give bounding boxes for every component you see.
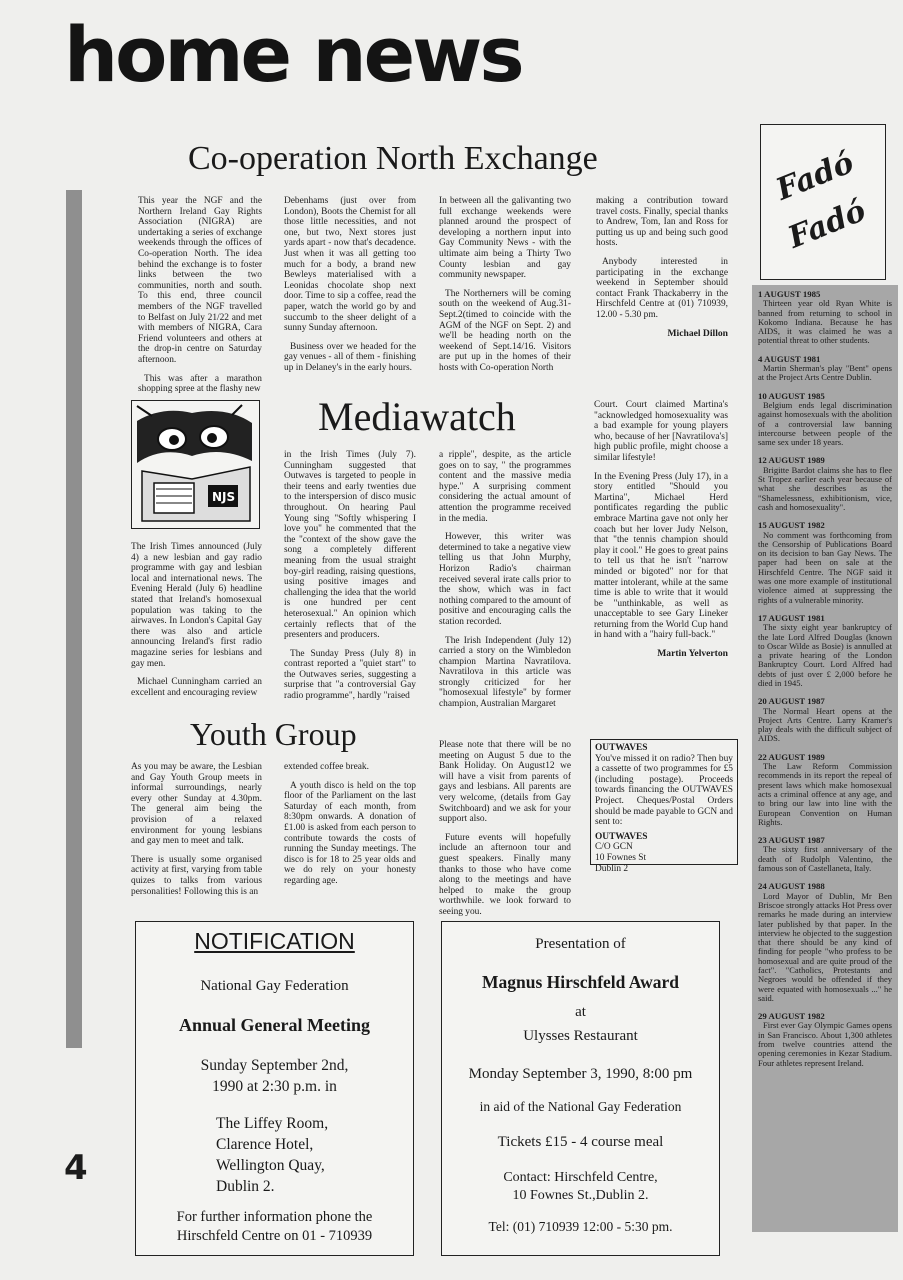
notification-venue-line-4: Dublin 2. — [216, 1178, 275, 1195]
mediawatch-col3-p2: However, this writer was determined to take a negative view telling us that John Murphy, Horizon Radio's chairman received several irate calls prior to the show, which was in fact nothing compared to the amount of positive and encouraging calls the station recorded. — [439, 532, 572, 627]
mediawatch-col3-p1: a ripple", despite, as the article goes on to say, " the programmes content and the massive media hype." A surprising comment considering the actual amount of attention the programme received in the media. — [439, 450, 571, 524]
coop-headline: Co-operation North Exchange — [188, 140, 598, 177]
fado-entry — [758, 882, 892, 1003]
award-date: Monday September 3, 1990, 8:00 pm — [468, 1066, 693, 1082]
coop-col1-p2: This was after a marathon shopping spree at the flashy new — [138, 373, 262, 395]
mediawatch-column-4 — [594, 400, 728, 660]
svg-text:NJS: NJS — [212, 490, 236, 504]
notification-title: NOTIFICATION — [194, 928, 355, 954]
fado-entry-text: Lord Mayor of Dublin, Mr Ben Briscoe strongly attacks Hot Press over remarks he made during an interview later published by that paper. In the interview he objected to the suggestion that there should be any kind of finding for people "who profess to be homosexual and are quite proud of the fact". "Catholics, Protestants and Negroes would be offended if they were equated with homosexuals ..." he said. — [758, 890, 892, 1003]
mediawatch-col1-p2: Michael Cunningham carried an excellent and encouraging review — [131, 677, 262, 698]
coop-col3-p1: In between all the galivanting two full exchange weekends were planned around the prospect of developing a northern input into Gay Community News - with the ultimate aim being a Thirty Two County lesbian and gay community newspaper. — [439, 196, 571, 281]
outwaves-address-title: OUTWAVES — [595, 831, 648, 842]
fado-entry-text: Belgium ends legal discrimination against homosexuals with the abolition of a controversial law banning intercourse between people of the same sex under 18 years. — [758, 399, 892, 448]
youth-col2-p2: A youth disco is held on the top floor of the Parliament on the last Saturday of each month, from 8:30pm onwards. A donation of £1.00 is asked from each person to contribute towards the costs of running the Sunday meetings. The disco is for 18 to 25 year olds and we do rely on your honesty regarding age. — [284, 780, 416, 886]
notification-org: National Gay Federation — [200, 978, 349, 994]
mediawatch-column-3 — [439, 450, 571, 718]
left-margin-bar — [66, 190, 82, 1048]
fado-entry-text: The Normal Heart opens at the Project Arts Centre. Larry Kramer's play deals with the difficult subject of AIDS. — [758, 705, 892, 744]
notification-contact-line-2: Hirschfeld Centre on 01 - 710939 — [176, 1228, 373, 1244]
coop-col1-p1: This year the NGF and the Northern Ireland Gay Rights Association (NIGRA) are undertaking a series of exchange weekends through the offices of Co-operation North. The idea behind the exchange is to foster links between the two communities, north and south. To this end, three council members of the NGF travelled to Belfast on July 21/22 and met with members of NIGRA, Cara Friend volunteers and others at the drop-in centre on Saturday afternoon. — [138, 196, 262, 365]
fado-word-2: Fadó — [783, 193, 871, 256]
fado-entry — [758, 753, 892, 827]
youth-col2-p1: extended coffee break. — [284, 762, 369, 772]
masthead: home news — [64, 10, 522, 99]
fado-entry-text: The sixty eight year bankruptcy of the late Lord Alfred Douglas (known to Oscar Wilde as Bosie) is annulled at a private hearing of the London Bankruptcy Court. Lord Alfred had debts of just over £ 2,000 before he died in 1945. — [758, 622, 892, 688]
radio-cartoon-illustration — [131, 400, 260, 529]
youth-col3-p2: Future events will hopefully include an afternoon tour and guest speakers. Finally many thanks to those who have come along to the meetings and have helped to make the group worthwhile. we look forward to seeing you. — [439, 832, 571, 917]
coop-column-4 — [596, 196, 728, 339]
fado-entry-date: 1 AUGUST 1985 — [758, 289, 821, 299]
youth-headline: Youth Group — [190, 716, 357, 752]
notification-venue-line-1: The Liffey Room, — [216, 1115, 329, 1132]
fado-entry-text: The Law Reform Commission recommends in its report the repeal of present laws which make homosexual acts a criminal offence at any age, and to bring our law into line with the European Convention on Human Rights. — [758, 761, 892, 827]
mediawatch-col3-p3: The Irish Independent (July 12) carried a story on the Wimbledon champion Martina Navratilova. Navratilova in this article was strongly criticized for her "homosexual lifestyle" by former champion, Australian Margaret — [439, 635, 571, 710]
notification-venue-line-3: Wellington Quay, — [216, 1157, 325, 1174]
fado-entry — [758, 1012, 892, 1068]
coop-col4-p2: Anybody interested in participating in the exchange weekend in September should contact Frank Thackaberry in the Hirschfeld Centre at (01) 710939, 12.00 - 5.30 pm. — [596, 256, 728, 320]
youth-col3-p1: Please note that there will be no meeting on August 5 due to the Bank Holiday. On August12 we will have a visit from parents of gays and lesbians. All parents are very welcome, (details from Gay Switchboard) and we ask for your support also. — [439, 740, 571, 825]
fado-entry — [758, 697, 892, 743]
fado-entry-date: 29 AUGUST 1982 — [758, 1011, 825, 1022]
fado-entry-date: 17 AUGUST 1981 — [758, 612, 825, 623]
fado-entries — [758, 290, 892, 1077]
fado-word-1: Fadó — [771, 145, 859, 208]
award-line-1: Presentation of — [535, 936, 626, 952]
fado-entry-date: 15 AUGUST 1982 — [758, 520, 825, 531]
outwaves-box — [590, 739, 738, 874]
coop-col3-p2: The Northerners will be coming south on the weekend of Aug.31-Sept.2(timed to coincide with the AGM of the NGF on Sept. 2) and we'll be heading north on the weekend of Sept.14/16. Visitors are put up in the homes of their hosts with Co-operation North — [439, 288, 571, 373]
fado-entry — [758, 355, 892, 383]
fado-entry — [758, 392, 892, 448]
fado-entry — [758, 456, 892, 512]
award-contact-line-2: 10 Fownes St.,Dublin 2. — [512, 1188, 649, 1203]
fado-entry-text: The sixty first anniversary of the death of Rudolph Valentino, the famous son of Castellaneta, Italy. — [758, 844, 892, 874]
youth-column-1 — [131, 762, 262, 905]
notification-box — [135, 921, 414, 1256]
notification-date-line-1: Sunday September 2nd, — [200, 1057, 349, 1074]
fado-entry-date: 10 AUGUST 1985 — [758, 390, 825, 401]
fado-title-box — [760, 124, 886, 280]
mediawatch-col4-p1: Court. Court claimed Martina's "acknowledged homosexuality was a bad example for young players who, because of her [Navratilova's] high public profile, might choose a similar lifestyle! — [594, 400, 728, 463]
fado-entry-text: Brigitte Bardot claims she has to flee St Tropez earlier each year because of what she describes as the "Shamelessness, exhibitionism, vice, cash and homosexuality". — [758, 464, 892, 512]
award-title: Magnus Hirschfeld Award — [481, 972, 680, 992]
youth-column-2 — [284, 762, 416, 895]
mediawatch-col1-p1: The Irish Times announced (July 4) a new lesbian and gay radio programme with gay and lesbian local and international news. The Evening Herald (July 6) headline stated that Ireland's homosexual population was taking to the airwaves. In London's Capital Gay there was also and article announcing Ireland's first radio magazine series for lesbians and gay men. — [131, 542, 262, 669]
fado-entry-text: Thirteen year old Ryan White is banned from returning to school in Kokomo Indiana. Because he has AIDS, it was claimed he was a potential threat to other students. — [758, 298, 892, 346]
award-tel: Tel: (01) 710939 12:00 - 5:30 pm. — [488, 1219, 673, 1234]
coop-col2-p1: Debenhams (just over from London), Boots the Chemist for all those little necessities, and not one, but two, Next stores just yards apart - now that's decadence. Just when it was all getting too much for a body, a brand new Bewleys materialised with a Leonidas chocolate shop next door. Time to sip a coffee, read the paper, watch the world go by and succumb to the sheer delight of a sunny Sunday afternoon. — [284, 196, 416, 334]
mediawatch-byline: Martin Yelverton — [657, 648, 728, 660]
outwaves-body: You've missed it on radio? Then buy a cassette of two programmes for £5 (including postage). Proceeds towards financing the OUTWAVES Project. Cheques/Postal Orders should be made payable to GCN and sent to: — [595, 753, 733, 828]
fado-entry — [758, 614, 892, 688]
fado-entry-date: 22 AUGUST 1989 — [758, 751, 825, 762]
award-contact-line-1: Contact: Hirschfeld Centre, — [503, 1170, 658, 1185]
outwaves-address-line-2: 10 Fownes St — [595, 852, 647, 863]
fado-entry-date: 4 AUGUST 1981 — [758, 353, 821, 364]
mediawatch-col2-p2: The Sunday Press (July 8) in contrast reported a "quiet start" to the Outwaves series, suggesting a surprise that "a controversial Gay radio programme", hardly "raised — [284, 648, 416, 702]
coop-col2-p2: Business over we headed for the gay venues - all of them - finishing up in Delaney's in the early hours. — [284, 341, 416, 373]
youth-column-3 — [439, 740, 571, 936]
coop-column-2 — [284, 196, 416, 382]
mediawatch-col2-p1: in the Irish Times (July 7). Cunningham suggested that Outwaves is targeted to people in their teens and early twenties due to the interspersion of disco music throughout. On hearing Paul Young sing "Softly whispering I love you" he commented that the the "context of the show gave the song a completely different meaning from the usual straight boy-girl reading, raising questions, using positive images and challenging the idea that the world is one hundred per cent heterosexual." An opinion which certainly reflects that of the presenters and producers. — [284, 450, 416, 641]
fado-entry-date: 12 AUGUST 1989 — [758, 455, 825, 466]
outwaves-title: OUTWAVES — [595, 743, 648, 753]
coop-byline: Michael Dillon — [667, 327, 728, 339]
youth-col1-p2: There is usually some organised activity at first, varying from table quizes to talks from various personalities! Following this is an — [131, 854, 262, 897]
fado-entry-date: 23 AUGUST 1987 — [758, 835, 825, 846]
award-venue: Ulysses Restaurant — [523, 1028, 638, 1044]
mediawatch-column-2 — [284, 450, 416, 710]
notification-date-line-2: 1990 at 2:30 p.m. in — [212, 1078, 337, 1095]
fado-entry — [758, 290, 892, 346]
mediawatch-column-1 — [131, 542, 262, 706]
award-tickets: Tickets £15 - 4 course meal — [497, 1134, 664, 1150]
award-at: at — [575, 1004, 586, 1020]
fado-entry-text: First ever Gay Olympic Games opens in San Francisco. About 1,300 athletes from twelve countries attend the opening ceremonies in Kezar Stadium. Four athletes represent Ireland. — [758, 1020, 892, 1068]
fado-entry — [758, 836, 892, 873]
coop-col4-p1: making a contribution toward travel costs. Finally, special thanks to Andrew, Tom, Ian and Ross for putting us up and being such good hosts. — [596, 196, 728, 249]
notification-venue-line-2: Clarence Hotel, — [216, 1136, 314, 1153]
award-aid: in aid of the National Gay Federation — [479, 1099, 682, 1114]
coop-column-1 — [138, 196, 262, 403]
fado-entry-text: Martin Sherman's play "Bent" opens at the Project Arts Centre Dublin. — [758, 363, 892, 383]
fado-entry-date: 24 AUGUST 1988 — [758, 881, 825, 892]
outwaves-address-line-3: Dublin 2 — [595, 863, 629, 874]
notification-event: Annual General Meeting — [179, 1015, 370, 1035]
notification-contact-line-1: For further information phone the — [176, 1209, 373, 1225]
mediawatch-headline: Mediawatch — [318, 394, 516, 439]
page-number: 4 — [64, 1148, 88, 1188]
fado-entry — [758, 521, 892, 605]
coop-column-3 — [439, 196, 571, 382]
fado-entry-text: No comment was forthcoming from the Censorship of Publications Board on its decision to ban Gay News. The paper had been on sale at the Hirschfeld Centre. The NGF said it was one more example of institutional violence aimed at suppressing the rights of a vulnerable minority. — [758, 529, 892, 605]
youth-col1-p1: As you may be aware, the Lesbian and Gay Youth Group meets in informal surroundings, nearly every other Sunday at 4.30pm. The general aim being the provision of a relaxed environment for young lesbians and gay men to meet and talk. — [131, 762, 262, 847]
mediawatch-col4-p2: In the Evening Press (July 17), in a story entitled "Should you Martina", Michael Herd pontificates regarding the public embrace Martina gave not only her coach but her lover Judy Nelson, that "the tennis champion should play it cool." He goes to great pains to tell us that he isn't "narrow minded or bigoted" nor for that matter intolerant, while at the same time is able to write that it would be "unthinkable, as well as unacceptable to see Gary Lineker returning from the World Cup hand in hand with a "hairy full-back." — [594, 471, 729, 641]
award-box — [441, 921, 720, 1256]
fado-entry-date: 20 AUGUST 1987 — [758, 696, 825, 707]
outwaves-address-line-1: C/O GCN — [595, 842, 633, 853]
